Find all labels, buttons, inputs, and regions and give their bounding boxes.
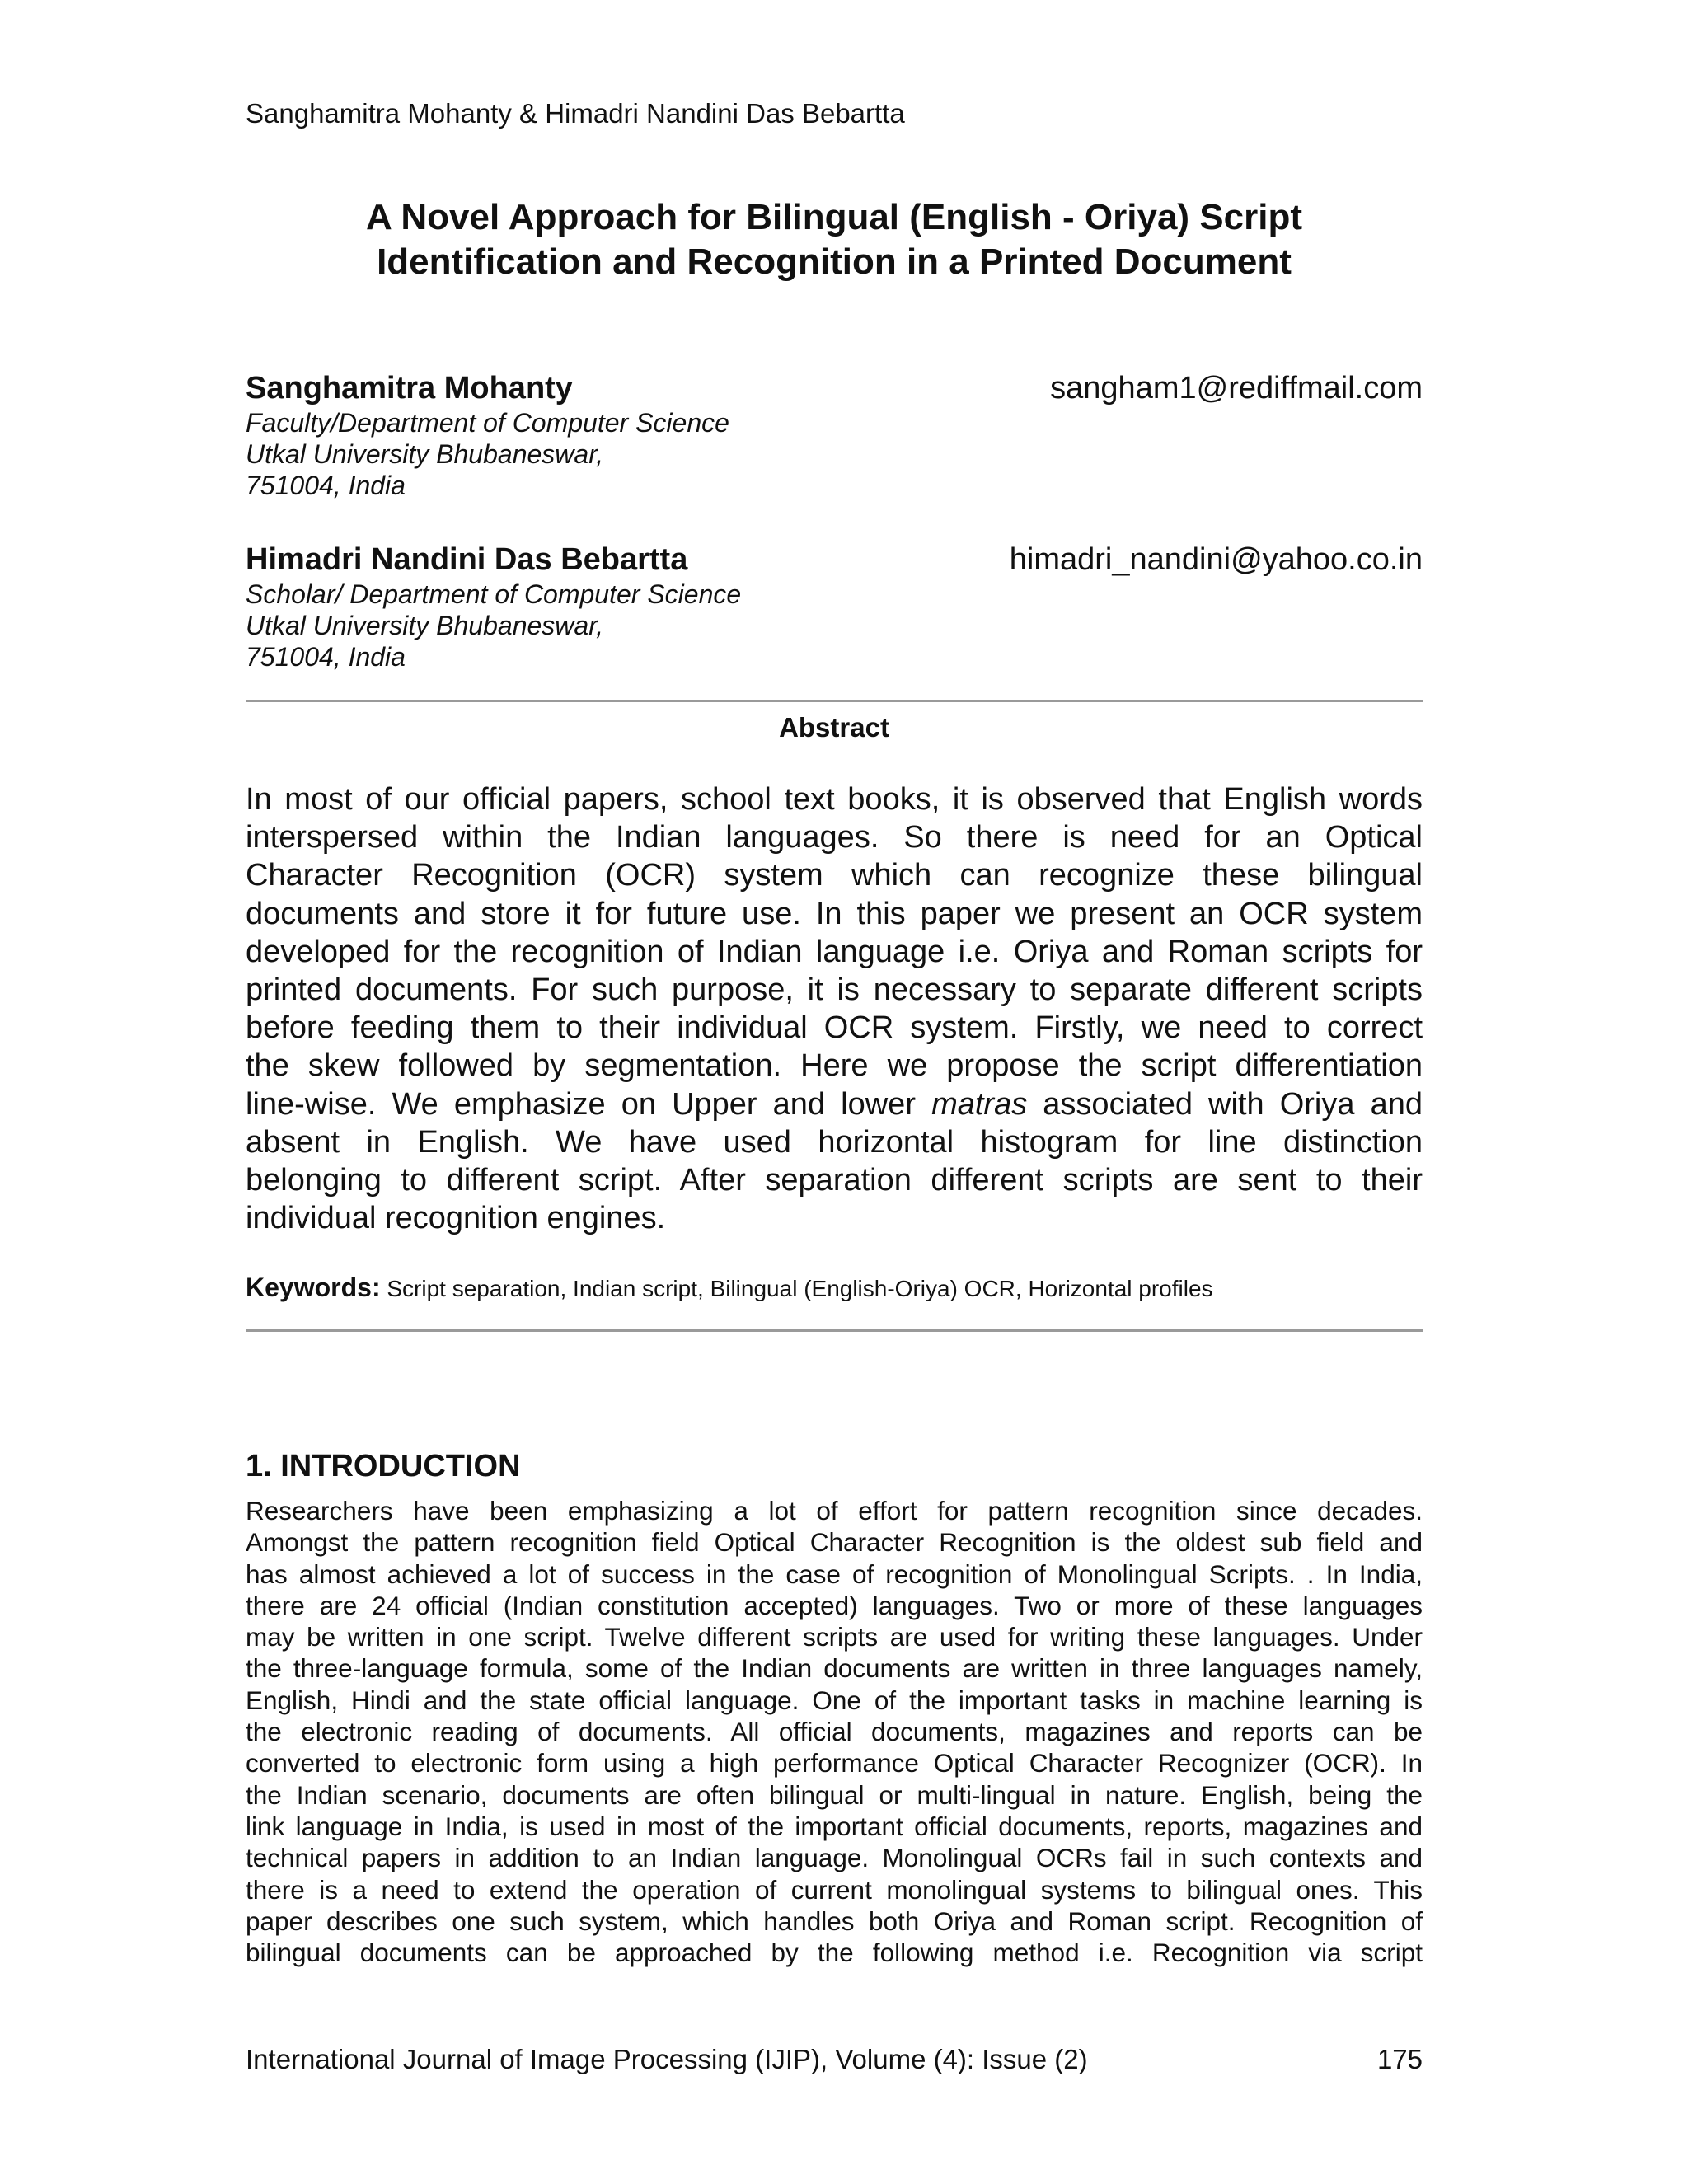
author-email: himadri_nandini@yahoo.co.in: [1009, 542, 1423, 577]
keywords: [246, 1272, 1423, 1304]
abstract-line: interspersed within the Indian languages. So there is need for an Optical: [246, 820, 1423, 855]
intro-line: has almost achieved a lot of success in the case of recognition of Monolingual Scripts. . In India,: [246, 1558, 1423, 1589]
keywords-label: Keywords:: [246, 1272, 381, 1302]
author-email: sangham1@rediffmail.com: [1050, 371, 1423, 405]
intro-line: there is a need to extend the operation of current monolingual systems to bilingual ones. This: [246, 1874, 1423, 1905]
author-affiliation-line: Utkal University Bhubaneswar,: [246, 439, 603, 469]
abstract-heading: Abstract: [779, 712, 889, 743]
divider-bottom: [246, 1329, 1423, 1332]
intro-line: there are 24 official (Indian constitution accepted) languages. Two or more of these languages: [246, 1590, 1423, 1620]
paper-page: [246, 0, 1423, 2184]
paper-title: [246, 195, 1423, 284]
section-heading-introduction: 1. INTRODUCTION: [246, 1449, 521, 1483]
abstract-line: printed documents. For such purpose, it is necessary to separate different scripts: [246, 972, 1423, 1008]
title-line-2: Identification and Recognition in a Printed Document: [377, 241, 1292, 282]
title-line-1: A Novel Approach for Bilingual (English - Oriya) Script: [366, 197, 1302, 237]
intro-line: may be written in one script. Twelve different scripts are used for writing these languages. Under: [246, 1622, 1423, 1652]
abstract-text-fragment: associated with Oriya and: [1043, 1086, 1423, 1122]
intro-line: link language in India, is used in most of the important official documents, reports, magazines and: [246, 1811, 1423, 1841]
abstract-line: absent in English. We have used horizontal histogram for line distinction: [246, 1124, 1423, 1160]
keywords-text: Script separation, Indian script, Bilingual (English-Oriya) OCR, Horizontal profiles: [387, 1276, 1213, 1301]
footer-page-number: 175: [1376, 2044, 1423, 2074]
abstract-line: Character Recognition (OCR) system which can recognize these bilingual: [246, 858, 1423, 893]
abstract-line: In most of our official papers, school text books, it is observed that English words: [246, 782, 1423, 817]
abstract-line: belonging to different script. After separation different scripts are sent to their: [246, 1163, 1423, 1198]
introduction-body: [246, 1495, 1423, 1968]
author-affiliation-line: Faculty/Department of Computer Science: [246, 408, 729, 438]
footer-journal: International Journal of Image Processing (IJIP), Volume (4): Issue (2): [246, 2044, 1088, 2074]
author-affiliation-line: 751004, India: [246, 642, 406, 672]
abstract-body: [246, 780, 1423, 1237]
author-affiliation-line: Scholar/ Department of Computer Science: [246, 579, 742, 609]
abstract-line: developed for the recognition of Indian language i.e. Oriya and Roman scripts for: [246, 934, 1423, 969]
intro-line: paper describes one such system, which handles both Oriya and Roman script. Recognition of: [246, 1905, 1423, 1936]
abstract-line: individual recognition engines.: [246, 1201, 666, 1236]
abstract-line: the skew followed by segmentation. Here we propose the script differentiation: [246, 1048, 1423, 1084]
author-name: Sanghamitra Mohanty: [246, 371, 573, 405]
intro-line: bilingual documents can be approached by the following method i.e. Recognition via script: [246, 1938, 1423, 1968]
intro-line: the three-language formula, some of the Indian documents are written in three languages namely,: [246, 1653, 1423, 1684]
author-affiliation-line: 751004, India: [246, 471, 406, 500]
italic-term-matras: matras: [931, 1086, 1028, 1122]
intro-line: the Indian scenario, documents are often bilingual or multi-lingual in nature. English, being the: [246, 1779, 1423, 1810]
intro-line: the electronic reading of documents. All official documents, magazines and reports can be: [246, 1717, 1423, 1747]
intro-line: technical papers in addition to an Indian language. Monolingual OCRs fail in such contexts and: [246, 1843, 1423, 1873]
intro-line: converted to electronic form using a high performance Optical Character Recognizer (OCR). In: [246, 1748, 1423, 1779]
abstract-line-with-italic: [246, 1085, 1423, 1123]
intro-line: Researchers have been emphasizing a lot of effort for pattern recognition since decades.: [246, 1496, 1423, 1526]
intro-line: English, Hindi and the state official language. One of the important tasks in machine learning is: [246, 1685, 1423, 1715]
abstract-text-fragment: line-wise. We emphasize on Upper and lower: [246, 1086, 916, 1122]
intro-line: Amongst the pattern recognition field Optical Character Recognition is the oldest sub field and: [246, 1527, 1423, 1558]
author-block-1: [246, 369, 1423, 501]
author-block-2: [246, 541, 1423, 673]
abstract-line: documents and store it for future use. In this paper we present an OCR system: [246, 896, 1423, 931]
abstract-line: before feeding them to their individual OCR system. Firstly, we need to correct: [246, 1010, 1423, 1046]
running-header: Sanghamitra Mohanty & Himadri Nandini Das Bebartta: [246, 98, 905, 129]
divider-top: [246, 700, 1423, 702]
author-name: Himadri Nandini Das Bebartta: [246, 542, 688, 577]
author-affiliation-line: Utkal University Bhubaneswar,: [246, 611, 603, 640]
